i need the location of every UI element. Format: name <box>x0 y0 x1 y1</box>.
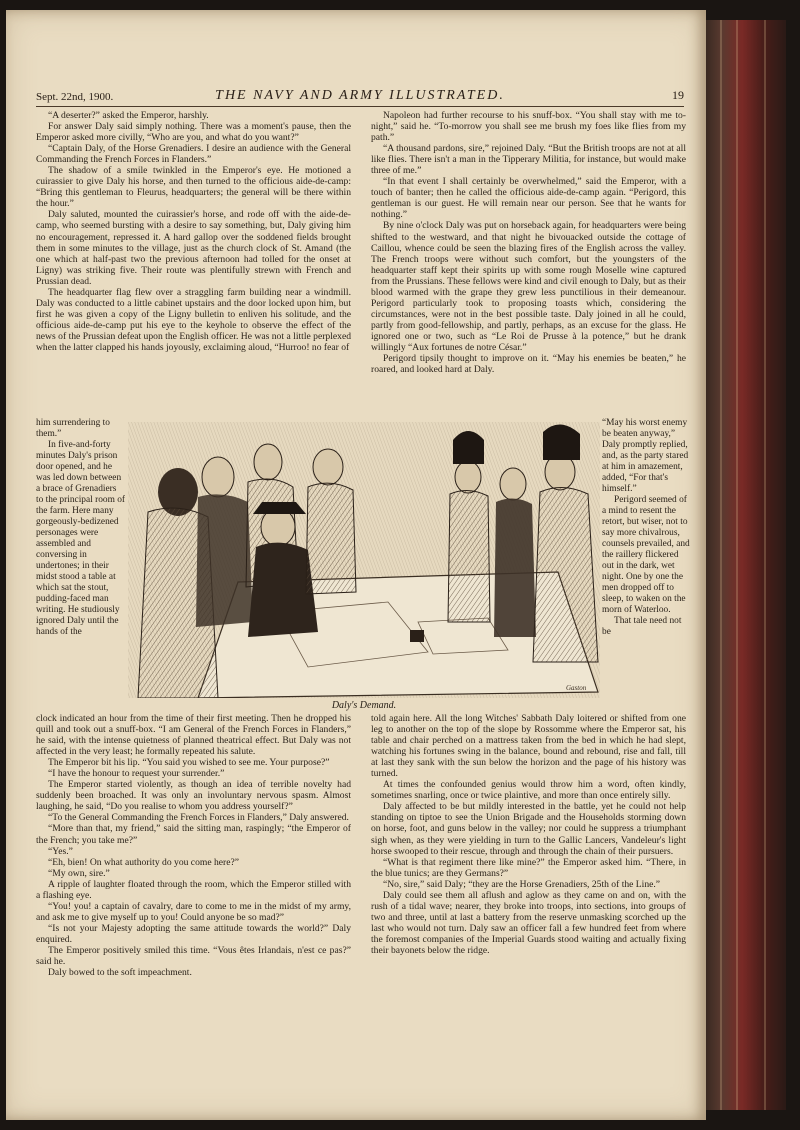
paragraph: A ripple of laughter floated through the room, which the Emperor stilled with a flashing eye. <box>36 878 351 901</box>
paragraph: Napoleon had further recourse to his snuff-box. “You shall stay with me to-night,” said he. “To-morrow you shall see me brush my foes like flies from my path.” <box>371 110 686 144</box>
right-column-bottom <box>371 713 686 956</box>
paragraph: “May his worst enemy be beaten anyway,” Daly promptly replied, and, as the party stared at him in amazement, added, “For that's himself.” <box>602 418 689 494</box>
left-column-bottom <box>36 713 351 978</box>
paragraph: The shadow of a smile twinkled in the Emperor's eye. He motioned a cuirassier to give Daly his horse, and then turned to the officious aide-de-camp: “Bring this gentleman to Fleurus, headquarters; the general will be there within the hour.” <box>36 165 351 210</box>
binding-rule <box>764 20 766 1110</box>
issue-date: Sept. 22nd, 1900. <box>36 91 114 103</box>
publication-title: THE NAVY AND ARMY ILLUSTRATED. <box>215 88 505 103</box>
paragraph: “Captain Daly, of the Horse Grenadiers. I desire an audience with the General Commanding the French Forces in Flanders.” <box>36 143 351 166</box>
binding-rule <box>720 20 722 1110</box>
paragraph: “No, sire,” said Daly; “they are the Horse Grenadiers, 25th of the Line.” <box>383 878 661 890</box>
paragraph: “A deserter?” asked the Emperor, harshly. <box>48 110 209 121</box>
paragraph: Daly affected to be but mildly interested in the battle, yet he could not help standing on tiptoe to see the Union Brigade and the Households storming down on horse, foot, and guns below in the valley; nor could he suppress a triumphant sigh when, as they were yielding in turn to the Gallic Lancers, Vandeleur's light horse swooped to their rescue, through and through the chain of their pursuers. <box>371 801 686 857</box>
paragraph: By nine o'clock Daly was put on horseback again, for headquarters were being shifted to the westward, and that night he bivouacked outside the cottage of Caillou, whence could be seen the blazing fires of the English across the valley. The French troops were without such comfort, but the youngsters of the headquarter staff kept their spirits up with some rough Moselle wine captured from the Prussians. These fellows were kind and civil enough to Daly, but as their blood warmed with the grape they grew less punctilious in their demeanour. Perigord particularly took to proposing toasts which, considering the circumstances, were not in the best possible taste. Daly joined in all he could, partly from good-fellowship, and partly, perhaps, as an excuse for the glass. He ignored one or two, such as “Le Roi de Prusse à la potence,” but he drank willingly “Aux fortunes de notre César.” <box>371 220 686 353</box>
paragraph: “I have the honour to request your surrender.” <box>48 768 225 780</box>
left-column-beside-illustration <box>36 418 126 638</box>
paragraph: “More than that, my friend,” said the sitting man, raspingly; “the Emperor of the French; you take me?” <box>36 823 351 846</box>
paragraph: Daly saluted, mounted the cuirassier's horse, and rode off with the aide-de-camp, who seemed bursting with a desire to say something, but, Daly giving him no encouragement, repressed it. A hard gallop over the soddened fields brought them in some minutes to the village, just as the church clock of St. Amand (the one which at half-past two the previous afternoon had tolled for the onset at Ligny) was striking five. Their route was plentifully strewn with French and Prussian dead. <box>36 209 351 287</box>
paragraph: “Is not your Majesty adopting the same attitude towards the world?” Daly enquired. <box>36 922 351 945</box>
running-header <box>36 84 684 107</box>
illustration-drawing <box>128 422 600 698</box>
paragraph: told again here. All the long Witches' Sabbath Daly loitered or shifted from one leg to another on the top of the slope by Rossomme where the Emperor sat, his table and chair perched on a mattress taken from the bed in which he had slept, watching his fortunes swing in the balance, bound and rebound, rise and fall, till at last they sank with the sun below the horizon and the page of his history was turned. <box>371 713 686 780</box>
paragraph: “In that event I shall certainly be overwhelmed,” said the Emperor, with a touch of banter; then he called the officious aide-de-camp again. “Perigord, this gentleman is our guest. He will remain near our person. See that he wants for nothing.” <box>371 176 686 221</box>
paragraph: That tale need not be <box>602 616 682 637</box>
paragraph: him surrendering to them.” <box>36 418 110 439</box>
book-binding <box>706 20 786 1110</box>
paragraph: The Emperor started violently, as though an idea of terrible novelty had suddenly been broached. It was only an involuntary nervous spasm. Almost laughing, he said, “Do you realise to whom you address yourself?” <box>36 779 351 813</box>
binding-rule <box>736 20 738 1110</box>
paragraph: For answer Daly said simply nothing. There was a moment's pause, then the Emperor asked more civilly, “Who are you, and what do you want?” <box>36 121 351 144</box>
left-column-top <box>36 110 351 353</box>
paragraph: “To the General Commanding the French Forces in Flanders,” Daly answered. <box>48 812 349 824</box>
paragraph: Perigord tipsily thought to improve on it. “May his enemies be beaten,” he roared, and looked hard at Daly. <box>371 353 686 376</box>
paragraph: The Emperor positively smiled this time. “Vous êtes Irlandais, n'est ce pas?” said he. <box>36 944 351 968</box>
paragraph: “Yes.” <box>48 845 73 857</box>
engraving-illustration <box>128 422 600 698</box>
magazine-page <box>6 10 706 1120</box>
paragraph: Daly bowed to the soft impeachment. <box>48 967 192 979</box>
paragraph: “A thousand pardons, sire,” rejoined Daly. “But the British troops are not at all like flies. There isn't a man in the Tipperary Militia, for instance, but would make three of me.” <box>371 143 686 177</box>
paragraph: “Eh, bien! On what authority do you come here?” <box>48 856 240 868</box>
right-column-top <box>371 110 686 375</box>
paragraph: In five-and-forty minutes Daly's prison door opened, and he was led down between a brace of Grenadiers to the principal room of the farm. Here many gorgeously-bedizened personages were assembled and conversing in undertones; in their midst stood a table at which sat the stout, pudding-faced man writing. He studiously ignored Daly until the hands of the <box>36 440 126 637</box>
right-column-beside-illustration <box>602 418 690 638</box>
artist-signature: Gaston <box>566 684 587 692</box>
illustration-caption: Daly's Demand. <box>331 700 397 711</box>
paragraph: “What is that regiment there like mine?” the Emperor asked him. “There, in the blue tunics; are they Germans?” <box>371 856 686 879</box>
paragraph: The Emperor bit his lip. “You said you wished to see me. Your purpose?” <box>48 757 330 769</box>
paragraph: “My own, sire.” <box>48 867 110 879</box>
paragraph: “You! you! a captain of cavalry, dare to come to me in the midst of my army, and ask me to give myself up to you! Could anyone be so mad?” <box>36 900 351 923</box>
inkwell <box>410 630 424 642</box>
page-number: 19 <box>672 88 684 102</box>
paragraph: Daly could see them all aflush and aglow as they came on and on, with the rush of a tidal wave; nearer, they broke into troops, into sections, into groups of two and three, until at last a battery from the reserve unmasking scorched up the last who would not turn. Daly saw an officer fall a few hundred feet from where the foremost companies of the Imperial Guards stood waiting and actually fixing their bayonets below the ridge. <box>371 889 686 956</box>
paragraph: Perigord seemed of a mind to resent the retort, but wiser, not to say more chivalrous, counsels prevailed, and the raillery flickered out in the dark, wet night. One by one the men dropped off to sleep, to waken on the morn of Waterloo. <box>602 495 690 615</box>
paragraph: The headquarter flag flew over a straggling farm building near a windmill. Daly was conducted to a little cabinet upstairs and the door locked upon him, but first he was given a copy of the Ligny bulletin to enliven his solitude, and the officious aide-de-camp put his eye to the keyhole to observe the effect of the news of the Prussian defeat upon the English officer. He was not a little perplexed when the latter clapped his hands joyously, exclaiming aloud, “Hurroo! no fear of <box>36 286 351 353</box>
paragraph: At times the confounded genius would throw him a word, often kindly, sometimes snarling, once or twice plaintive, and more than once entirely silly. <box>371 779 686 802</box>
paragraph: clock indicated an hour from the time of their first meeting. Then he dropped his quill and took out a snuff-box. “I am General of the French Forces in Flanders,” he said, with the intense quietness of planned theatrical effect. But Daly was not affected in the very least; he formally repeated his salute. <box>36 713 351 758</box>
